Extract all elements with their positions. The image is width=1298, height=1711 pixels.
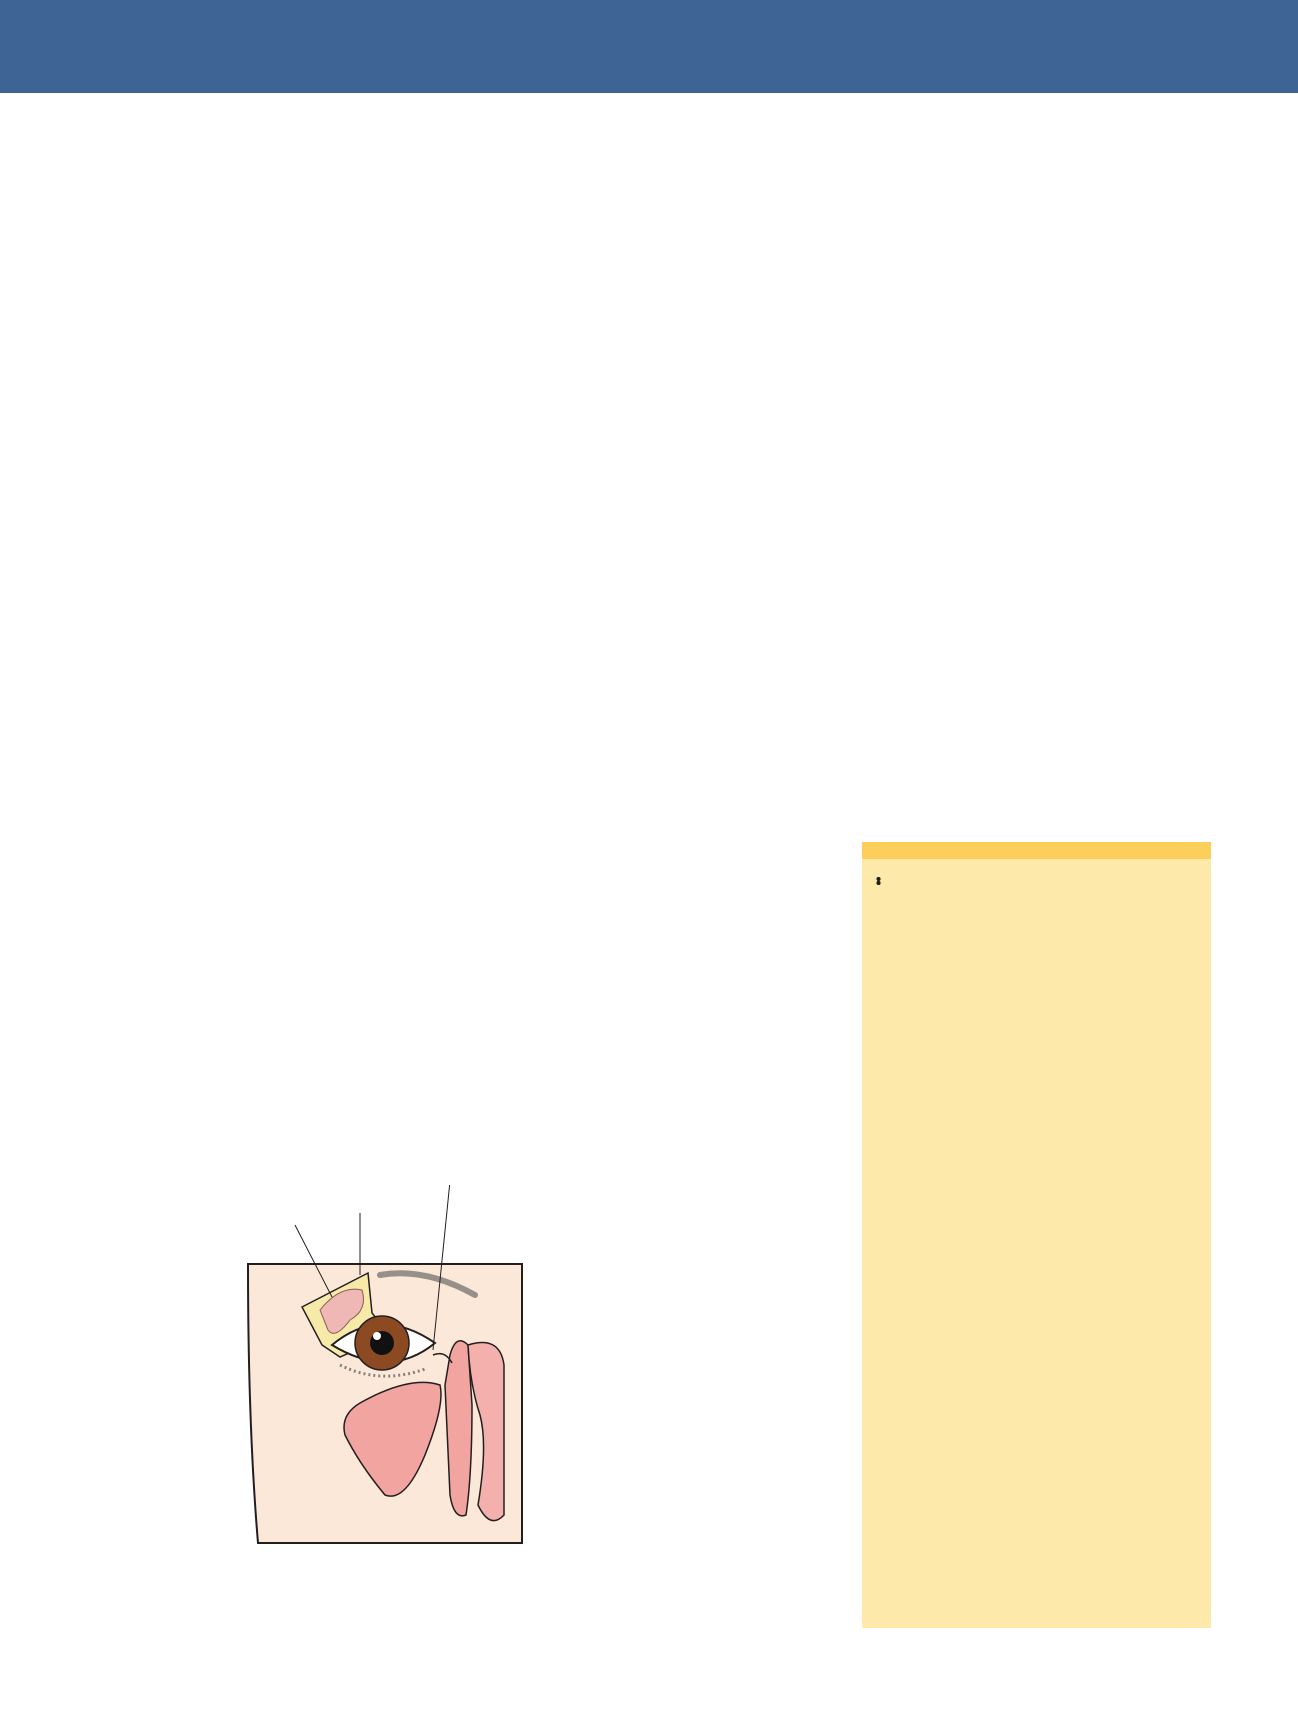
tear-drainage-illustration <box>240 1185 760 1605</box>
summary-box-title <box>862 842 1211 859</box>
text-column-1 <box>118 126 467 139</box>
running-header-bar <box>0 0 1298 93</box>
figure-tear-drainage <box>240 1185 760 1605</box>
summary-box <box>862 842 1211 1628</box>
running-head <box>1160 55 1212 78</box>
text-column-2 <box>490 126 839 139</box>
summary-box-body <box>862 859 1211 867</box>
